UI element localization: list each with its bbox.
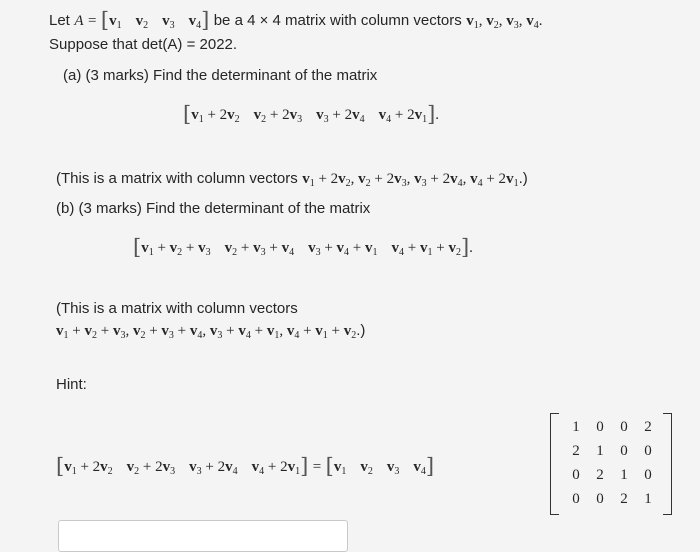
intro-suffix: be a 4 × 4 matrix with column vectors: [213, 12, 462, 29]
matrix-grid: [564, 415, 660, 511]
right-bracket: ]: [201, 8, 210, 32]
part-b-note-line2: $v_1 + v_2 + v_3$, $v_2 + v_3 + v_4$, $v_3 + v_4 + v_1$, $v_4 + v_1 + v_2$.): [56, 322, 366, 341]
part-a-matrix: [$v_1 + 2v_2$ $v_2 + 2v_3$ $v_3 + 2v_4$ $v_4 + 2v_1$].: [183, 102, 440, 126]
matrix-cell: 2: [620, 491, 628, 507]
matrix-cell: 2: [572, 443, 580, 459]
part-b-matrix: [$v_1 + v_2 + v_3$ $v_2 + v_3 + v_4$ $v_3 + v_4 + v_1$ $v_4 + v_1 + v_2$].: [133, 235, 473, 259]
matrix-cell: 0: [596, 491, 604, 507]
matrix-right-bracket: [663, 413, 672, 515]
intro-columns: $v_1$ $v_2$ $v_3$ $v_4$: [109, 13, 202, 31]
matrix-cell: 1: [572, 419, 580, 435]
matrix-cell: 1: [620, 467, 628, 483]
part-a-prompt: (a) (3 marks) Find the determinant of the matrix: [63, 67, 378, 84]
det-statement: Suppose that det(A) = 2022.: [49, 36, 238, 53]
part-a-note: (This is a matrix with column vectors $v_1 + 2v_2$, $v_2 + 2v_3$, $v_3 + 2v_4$, $v_4 + 2v_1$.): [56, 170, 528, 189]
matrix-cell: 1: [644, 491, 652, 507]
matrix-cell: 0: [572, 491, 580, 507]
part-b-note-line1: (This is a matrix with column vectors: [56, 300, 298, 317]
matrix-cell: 0: [620, 443, 628, 459]
matrix-cell: 2: [596, 467, 604, 483]
left-bracket: [: [100, 8, 110, 32]
matrix-cell: 2: [644, 419, 652, 435]
matrix-left-bracket: [550, 413, 559, 515]
matrix-cell: 0: [644, 467, 652, 483]
hint-coefficient-matrix: [550, 413, 672, 513]
matrix-cell: 0: [644, 443, 652, 459]
matrix-cell: 1: [596, 443, 604, 459]
matrix-cell: 0: [620, 419, 628, 435]
matrix-cell: 0: [572, 467, 580, 483]
let-text: Let: [49, 12, 70, 29]
matrix-cell: 0: [596, 419, 604, 435]
matrix-a-symbol: A: [74, 13, 84, 29]
answer-input-box[interactable]: [58, 520, 348, 552]
intro-vector-list: $v_1$, $v_2$, $v_3$, $v_4$.: [466, 13, 543, 31]
part-b-prompt: (b) (3 marks) Find the determinant of the matrix: [56, 200, 371, 217]
hint-label: Hint:: [56, 376, 87, 393]
intro-line: [49, 6, 542, 30]
hint-equation: [$v_1 + 2v_2$ $v_2 + 2v_3$ $v_3 + 2v_4$ $v_4 + 2v_1] = [v_1$ $v_2$ $v_3$ $v_4$]: [56, 454, 435, 478]
equals-sign: =: [87, 13, 97, 29]
